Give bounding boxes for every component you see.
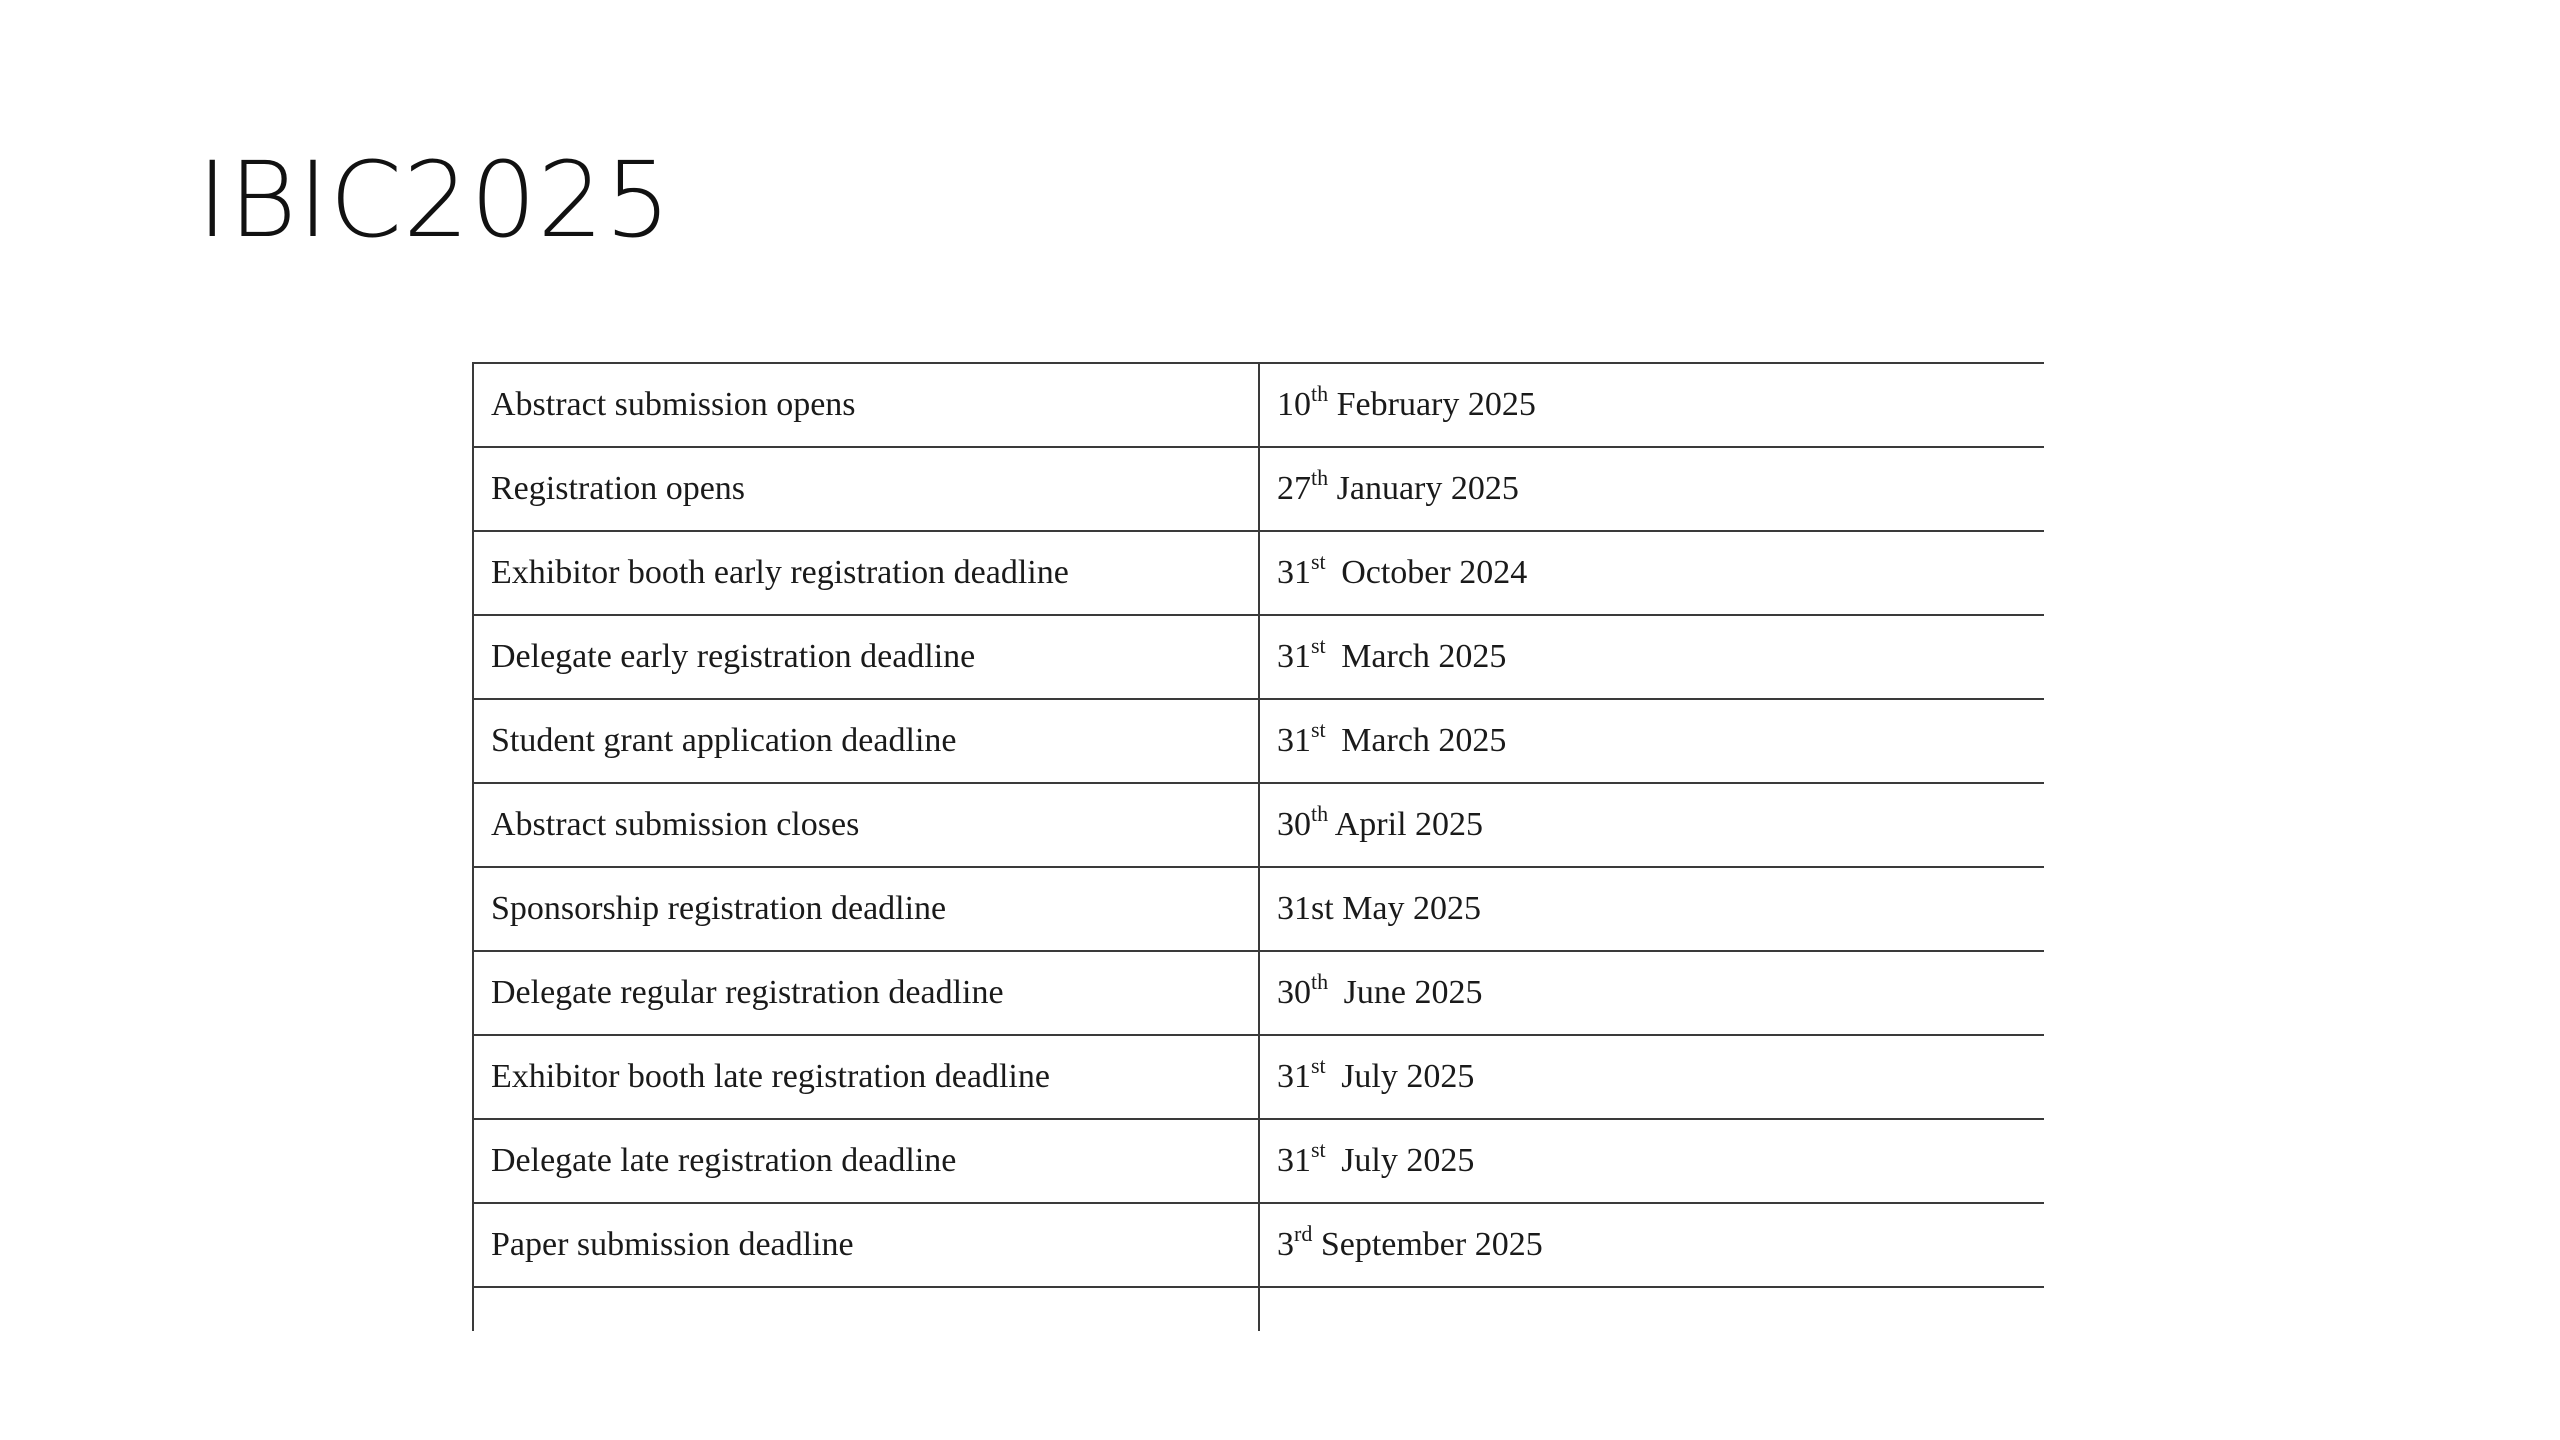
date-month-year: October 2024 (1341, 554, 1528, 591)
event-name: Abstract submission closes (491, 806, 860, 843)
date-day: 30 (1277, 806, 1311, 843)
event-name: Sponsorship registration deadline (491, 890, 947, 927)
event-name: Student grant application deadline (491, 722, 957, 759)
event-name-cell (473, 699, 1259, 783)
event-name: Exhibitor booth late registration deadline (491, 1058, 1050, 1095)
event-date-cell (1259, 951, 2044, 1035)
table-row (473, 363, 2044, 447)
date-ordinal-suffix: st (1311, 548, 1326, 574)
table-row (473, 867, 2044, 951)
event-name: Exhibitor booth early registration deadline (491, 554, 1069, 591)
date-month-year: May 2025 (1342, 890, 1482, 927)
table-row (473, 783, 2044, 867)
date-month-year: March 2025 (1341, 638, 1507, 675)
table-row-cutoff (473, 1287, 2044, 1331)
event-date-cell (1259, 1287, 2044, 1331)
event-name-cell (473, 1287, 1259, 1331)
event-date-cell (1259, 615, 2044, 699)
date-day: 31 (1277, 722, 1311, 759)
table-row (473, 447, 2044, 531)
date-day: 31st (1277, 890, 1334, 927)
date-ordinal-suffix: st (1311, 632, 1326, 658)
date-month-year: February 2025 (1336, 386, 1536, 423)
table-row (473, 531, 2044, 615)
date-ordinal-suffix: rd (1294, 1220, 1313, 1246)
event-date-cell (1259, 867, 2044, 951)
date-ordinal-suffix: st (1311, 716, 1326, 742)
important-dates-table (472, 362, 2044, 1331)
event-date-cell (1259, 447, 2044, 531)
event-name-cell (473, 615, 1259, 699)
date-month-year: January 2025 (1336, 470, 1519, 507)
important-dates-table-container (472, 362, 2044, 1331)
table-row (473, 1035, 2044, 1119)
event-name-cell (473, 1035, 1259, 1119)
event-name: Delegate early registration deadline (491, 638, 976, 675)
event-name: Delegate regular registration deadline (491, 974, 1004, 1011)
event-name: Delegate late registration deadline (491, 1142, 957, 1179)
table-row (473, 1119, 2044, 1203)
event-name-cell (473, 531, 1259, 615)
date-day: 31 (1277, 1058, 1311, 1095)
event-date-cell (1259, 783, 2044, 867)
table-row (473, 1203, 2044, 1287)
date-month-year: April 2025 (1334, 806, 1484, 843)
event-name-cell (473, 447, 1259, 531)
event-name-cell (473, 867, 1259, 951)
date-ordinal-suffix: th (1311, 464, 1329, 490)
table-row (473, 699, 2044, 783)
event-date-cell (1259, 699, 2044, 783)
event-date-cell (1259, 1119, 2044, 1203)
event-name-cell (473, 1119, 1259, 1203)
date-day: 30 (1277, 974, 1311, 1011)
date-month-year: June 2025 (1343, 974, 1483, 1011)
date-day: 31 (1277, 638, 1311, 675)
table-row (473, 615, 2044, 699)
date-month-year: July 2025 (1341, 1142, 1475, 1179)
event-name: Registration opens (491, 470, 746, 507)
important-dates-table-body (473, 363, 2044, 1331)
slide-title: IBIC2025 (197, 139, 672, 261)
date-ordinal-suffix: th (1311, 380, 1329, 406)
date-day: 27 (1277, 470, 1311, 507)
event-name-cell (473, 783, 1259, 867)
date-day: 31 (1277, 1142, 1311, 1179)
table-row (473, 951, 2044, 1035)
event-name-cell (473, 1203, 1259, 1287)
event-date-cell (1259, 531, 2044, 615)
date-day: 3 (1277, 1226, 1294, 1263)
date-ordinal-suffix: th (1311, 800, 1329, 826)
date-month-year: March 2025 (1341, 722, 1507, 759)
date-ordinal-suffix: st (1311, 1052, 1326, 1078)
date-month-year: July 2025 (1341, 1058, 1475, 1095)
date-day: 10 (1277, 386, 1311, 423)
event-name-cell (473, 363, 1259, 447)
event-name-cell (473, 951, 1259, 1035)
event-date-cell (1259, 1203, 2044, 1287)
date-day: 31 (1277, 554, 1311, 591)
date-ordinal-suffix: th (1311, 968, 1329, 994)
date-month-year: September 2025 (1320, 1226, 1543, 1263)
event-name: Abstract submission opens (491, 386, 856, 423)
date-ordinal-suffix: st (1311, 1136, 1326, 1162)
event-date-cell (1259, 1035, 2044, 1119)
event-date-cell (1259, 363, 2044, 447)
event-name: Paper submission deadline (491, 1226, 854, 1263)
